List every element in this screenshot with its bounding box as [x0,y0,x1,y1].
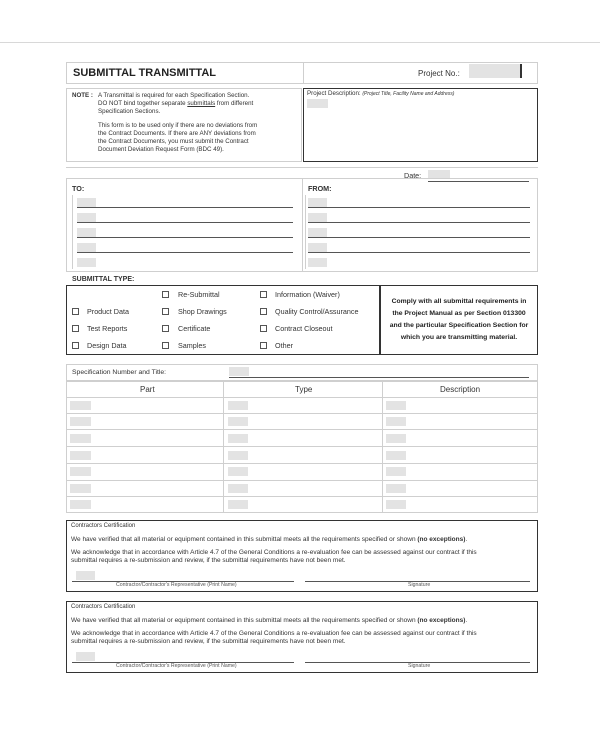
form-title: SUBMITTAL TRANSMITTAL [73,67,216,79]
checkbox-other[interactable] [260,342,267,349]
comply-line-4: which you are transmitting material. [400,334,518,341]
representative-caption-2: Contractor/Contractor's Representative (Print Name) [116,663,237,669]
certification-statement-1c: . [465,536,468,543]
description-field-7[interactable] [386,500,406,509]
project-description-title: Project Description: [307,90,361,97]
type-field-2[interactable] [228,417,248,426]
from-label: FROM: [308,184,332,193]
certification-title-1: Contractors Certification [71,523,136,529]
from-left-guide [305,195,306,269]
part-field-4[interactable] [70,451,91,460]
table-row-line-4 [66,463,538,464]
table-row-line-3 [66,446,538,447]
certification-statement-1 [71,536,467,543]
from-line-2 [308,222,530,223]
type-field-6[interactable] [228,484,248,493]
note-line-5: the Contract Documents. If there are ANY deviations from [98,130,256,137]
submittal-type-label: SUBMITTAL TYPE: [72,276,135,283]
checkbox-samples[interactable] [162,342,169,349]
label-product-data: Product Data [87,307,129,316]
table-header-description: Description [440,385,481,394]
parts-table-col-2 [382,381,383,513]
from-field-1[interactable] [308,198,327,207]
label-other: Other [275,341,293,350]
table-row-line-6 [66,496,538,497]
representative-name-field-2[interactable] [76,652,95,661]
date-label: Date: [404,171,422,180]
representative-caption-1: Contractor/Contractor's Representative (Print Name) [116,582,237,588]
description-field-2[interactable] [386,417,406,426]
to-field-5[interactable] [77,258,96,267]
table-row-line-5 [66,480,538,481]
description-field-6[interactable] [386,484,406,493]
type-field-5[interactable] [228,467,248,476]
to-line-1 [77,207,293,208]
label-certificate: Certificate [178,324,211,333]
from-field-3[interactable] [308,228,327,237]
spec-label: Specification Number and Title: [72,369,167,376]
label-shop-drawings: Shop Drawings [178,307,227,316]
to-line-3 [77,237,293,238]
to-line-4 [77,252,293,253]
checkbox-shop-drawings[interactable] [162,308,169,315]
note-line-6: the Contract Documents, you must submit the Contract [98,138,249,145]
project-description-hint: (Project Title, Facility Name and Address) [362,91,455,97]
label-re-submittal: Re-Submittal [178,290,220,299]
note-line-2 [98,100,253,108]
to-field-4[interactable] [77,243,96,252]
certification-statement-2c: . [465,617,468,624]
project-description-field[interactable] [307,99,328,108]
certification-acknowledge-1b: submittal requires a re-submission and review, if the submittal requirements have not been met. [71,557,346,564]
to-field-2[interactable] [77,213,96,222]
table-row-line-2 [66,429,538,430]
comply-line-3: and the particular Specification Section for [389,322,529,329]
from-field-4[interactable] [308,243,327,252]
description-field-5[interactable] [386,467,406,476]
note-line-1: A Transmittal is required for each Specification Section. [98,92,250,99]
from-field-2[interactable] [308,213,327,222]
comply-line-1: Comply with all submittal requirements in [391,298,527,305]
note-label: NOTE : [72,92,93,99]
part-field-3[interactable] [70,434,91,443]
project-no-field[interactable] [469,64,522,78]
table-row-line-1 [66,413,538,414]
spec-field[interactable] [229,367,249,376]
parts-table-col-1 [223,381,224,513]
to-field-1[interactable] [77,198,96,207]
signature-caption-2: Signature [408,663,431,669]
checkbox-certificate[interactable] [162,325,169,332]
part-field-7[interactable] [70,500,91,509]
date-row-top [66,167,538,168]
description-field-4[interactable] [386,451,406,460]
note-line-7: Document Deviation Request Form (BDC 49). [98,146,224,153]
certification-no-exceptions-2: (no exceptions) [417,617,466,624]
certification-title-2: Contractors Certification [71,604,136,610]
project-no-label: Project No.: [418,69,460,78]
checkbox-product-data[interactable] [72,308,79,315]
from-line-4 [308,252,530,253]
table-row-line-0 [66,397,538,398]
signature-caption-1: Signature [408,582,431,588]
from-line-3 [308,237,530,238]
type-field-4[interactable] [228,451,248,460]
note-submittals-link: submittals [187,100,216,107]
checkbox-test-reports[interactable] [72,325,79,332]
project-description-box [303,88,538,162]
checkbox-quality-control[interactable] [260,308,267,315]
spec-underline [229,377,529,378]
comply-notice-text [380,296,538,344]
part-field-1[interactable] [70,401,91,410]
note-line-2c: from different [215,100,254,107]
note-line-3: Specification Sections. [98,108,161,115]
certification-acknowledge-2b: submittal requires a re-submission and review, if the submittal requirements have not been met. [71,638,346,645]
table-header-type: Type [295,385,313,394]
label-design-data: Design Data [87,341,127,350]
top-rule [0,42,600,43]
checkbox-design-data[interactable] [72,342,79,349]
certification-statement-1a: We have verified that all material or equipment contained in this submittal meets all the requirements specified or shown [71,536,418,543]
note-line-2a: DO NOT bind together separate [98,100,188,107]
label-contract-closeout: Contract Closeout [275,324,333,333]
project-description-label [307,90,454,98]
part-field-2[interactable] [70,417,91,426]
certification-statement-2a: We have verified that all material or equipment contained in this submittal meets all the requirements specified or shown [71,617,418,624]
certification-no-exceptions-1: (no exceptions) [417,536,466,543]
header-divider [303,62,304,84]
to-left-guide [72,195,73,269]
to-label: TO: [72,184,85,193]
parts-table [66,381,538,513]
to-line-2 [77,222,293,223]
label-information-waiver: Information (Waiver) [275,290,340,299]
checkbox-contract-closeout[interactable] [260,325,267,332]
table-header-part: Part [140,385,155,394]
part-field-6[interactable] [70,484,91,493]
comply-line-2: the Project Manual as per Section 013300 [392,310,526,317]
certification-acknowledge-2: We acknowledge that in accordance with Article 4.7 of the General Conditions a re-evaluation fee can be assessed against our contract if this [71,630,477,637]
representative-name-field-1[interactable] [76,571,95,580]
checkbox-re-submittal[interactable] [162,291,169,298]
type-field-7[interactable] [228,500,248,509]
to-from-divider [302,178,303,272]
checkbox-information-waiver[interactable] [260,291,267,298]
type-field-3[interactable] [228,434,248,443]
type-field-1[interactable] [228,401,248,410]
certification-acknowledge-1: We acknowledge that in accordance with Article 4.7 of the General Conditions a re-evaluation fee can be assessed against our contract if this [71,549,477,556]
from-line-1 [308,207,530,208]
to-field-3[interactable] [77,228,96,237]
certification-statement-2 [71,617,467,624]
description-field-3[interactable] [386,434,406,443]
note-line-4: This form is to be used only if there are no deviations from [98,122,258,129]
label-test-reports: Test Reports [87,324,128,333]
description-field-1[interactable] [386,401,406,410]
from-field-5[interactable] [308,258,327,267]
part-field-5[interactable] [70,467,91,476]
label-quality-control: Quality Control/Assurance [275,307,359,316]
label-samples: Samples [178,341,206,350]
